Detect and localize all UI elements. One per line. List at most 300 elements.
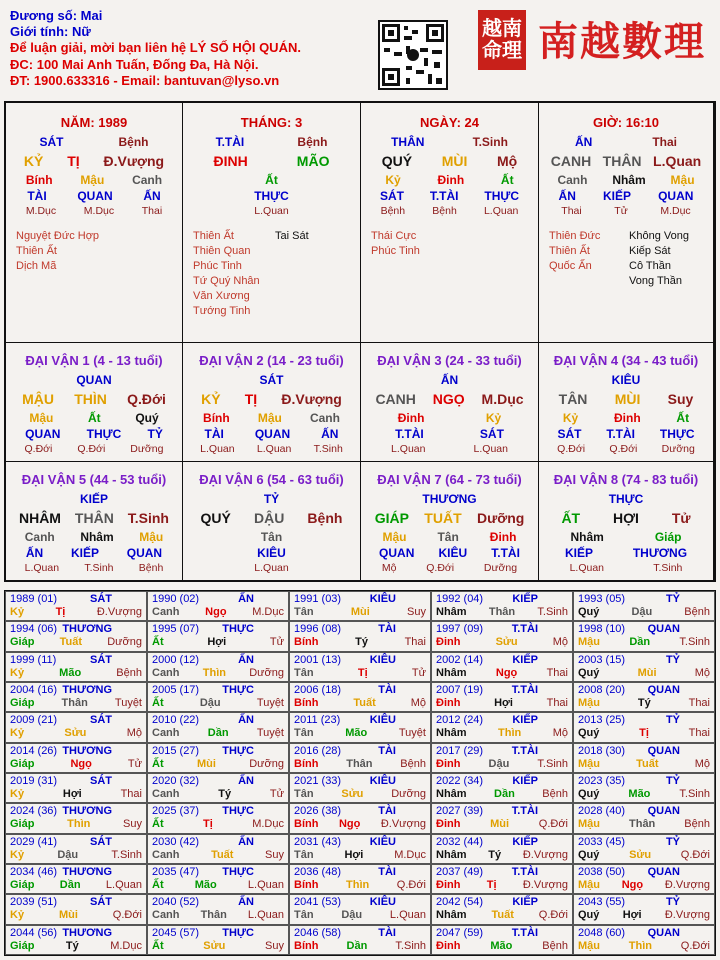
year-ten-god: THƯƠNG bbox=[62, 866, 112, 878]
year-stem: Mậu bbox=[578, 636, 600, 649]
year-stem: Mậu bbox=[578, 697, 600, 709]
year-line bbox=[436, 684, 568, 697]
year-ten-god: KIÊU bbox=[369, 896, 396, 909]
year-details bbox=[152, 818, 284, 831]
year-line bbox=[294, 684, 426, 697]
star-item: Thiên Đức bbox=[549, 230, 601, 242]
year-details bbox=[10, 879, 142, 892]
year-stem: Giáp bbox=[10, 879, 35, 891]
year-line bbox=[578, 745, 710, 758]
year-label: 2031 (43) bbox=[294, 835, 342, 848]
pillar-hidden-value: Đinh bbox=[437, 173, 465, 187]
year-phase: Mộ bbox=[694, 757, 710, 770]
year-line bbox=[10, 805, 142, 818]
year-line bbox=[436, 866, 568, 879]
dv-hidden-god bbox=[6, 545, 182, 561]
year-line bbox=[152, 745, 284, 758]
pillar-ten-god-value: Bệnh bbox=[297, 135, 328, 149]
dv-hidden-god-value: ẤN bbox=[321, 427, 339, 441]
year-phase: Suy bbox=[265, 939, 284, 952]
year-cell bbox=[431, 803, 573, 833]
year-stem: Bính bbox=[294, 818, 319, 831]
year-details bbox=[10, 636, 142, 649]
seal-stamp: 越南命理 bbox=[478, 10, 526, 70]
year-stem: Quý bbox=[578, 909, 600, 922]
year-label: 1999 (11) bbox=[10, 653, 57, 666]
year-details bbox=[10, 667, 142, 680]
dv-phase-value: L.Quan bbox=[24, 562, 60, 574]
year-details bbox=[294, 788, 426, 801]
year-details bbox=[578, 849, 710, 862]
pillar-hidden-god-value: QUAN bbox=[658, 189, 694, 203]
year-cell bbox=[5, 864, 147, 894]
year-branch: Thìn bbox=[498, 727, 522, 740]
dv-hidden-value: Quý bbox=[135, 411, 159, 425]
dv-stem-branch-value: NGỌ bbox=[432, 391, 465, 407]
year-phase: Bệnh bbox=[400, 757, 426, 770]
pillar-hidden bbox=[361, 172, 538, 188]
pillar-phase-value: L.Quan bbox=[254, 205, 289, 217]
year-stem: Tân bbox=[294, 666, 314, 679]
dai-van-title: ĐẠI VẬN 1 (4 - 13 tuổi) bbox=[25, 353, 163, 368]
year-phase: T.Sinh bbox=[537, 757, 568, 770]
year-cell bbox=[147, 834, 289, 864]
year-ten-god: QUAN bbox=[647, 623, 680, 636]
year-line bbox=[152, 684, 284, 697]
dv-stem-branch-value: T.Sinh bbox=[127, 510, 169, 526]
pillar-hidden bbox=[183, 172, 360, 188]
dv-phase bbox=[361, 442, 538, 456]
pillar-hidden-god-value: ẤN bbox=[558, 189, 576, 203]
year-stem: Canh bbox=[152, 727, 180, 740]
dv-hidden-god-value: SÁT bbox=[557, 427, 582, 441]
year-details bbox=[436, 940, 568, 953]
dv-hidden bbox=[6, 410, 182, 426]
dv-ten-god-value: QUAN bbox=[76, 373, 112, 387]
dv-hidden-god-value: QUAN bbox=[126, 546, 163, 560]
pillar-stem-branch-value: CANH bbox=[550, 153, 592, 169]
dv-hidden-god bbox=[6, 426, 182, 442]
dv-ten-god-value: ẤN bbox=[440, 373, 459, 387]
pillar-phase-value: M.Dục bbox=[660, 205, 691, 217]
year-line bbox=[10, 684, 142, 697]
year-phase: Bệnh bbox=[116, 666, 142, 679]
year-stem: Tân bbox=[294, 606, 314, 618]
year-phase: Đ.Vượng bbox=[380, 818, 426, 831]
year-branch: Mão bbox=[194, 879, 217, 891]
year-ten-god: KIẾP bbox=[512, 896, 538, 909]
year-phase: Q.Đới bbox=[680, 848, 710, 861]
year-ten-god: ẤN bbox=[238, 835, 254, 848]
pillar-stem-branch bbox=[6, 150, 182, 172]
year-phase: M.Dục bbox=[252, 818, 284, 831]
pillar-stem-branch bbox=[361, 150, 538, 172]
dv-stem-branch-value: DẬU bbox=[253, 510, 285, 526]
year-stem: Bính bbox=[294, 757, 319, 770]
year-label: 2042 (54) bbox=[436, 896, 484, 909]
year-line bbox=[436, 927, 568, 940]
pillar-phase bbox=[6, 204, 182, 218]
year-cell bbox=[573, 834, 715, 864]
pillar-phase-value: Thai bbox=[141, 205, 163, 217]
year-label: 2007 (19) bbox=[436, 684, 484, 696]
dv-stem-branch-value: TÂN bbox=[558, 391, 588, 407]
dv-stem-branch-value: NHÂM bbox=[18, 510, 61, 526]
pillar-stem-branch-value: TỊ bbox=[67, 153, 80, 169]
year-label: 2028 (40) bbox=[578, 805, 626, 818]
year-stem: Bính bbox=[294, 879, 319, 891]
year-label: 2044 (56) bbox=[10, 926, 58, 939]
year-phase: Mộ bbox=[552, 636, 568, 649]
dv-stem-branch-value: MẬU bbox=[22, 391, 54, 407]
pillar-phase bbox=[361, 204, 538, 218]
year-cell bbox=[5, 894, 147, 924]
star-item: Tai Sát bbox=[275, 230, 309, 242]
year-line bbox=[436, 836, 568, 849]
year-label: 2008 (20) bbox=[578, 684, 626, 696]
pillar-ten-god-value: T.Sinh bbox=[472, 135, 508, 149]
year-line bbox=[152, 593, 284, 606]
dv-ten-god-value: SÁT bbox=[259, 373, 284, 387]
star-item: Phúc Tinh bbox=[193, 260, 242, 272]
year-cell bbox=[289, 712, 431, 742]
year-branch: Ngọ bbox=[338, 818, 361, 831]
star-item: Văn Xương bbox=[193, 290, 250, 302]
year-label: 1996 (08) bbox=[294, 623, 342, 636]
year-line bbox=[10, 623, 142, 636]
year-cell bbox=[147, 894, 289, 924]
year-cell bbox=[147, 773, 289, 803]
year-stem: Tân bbox=[294, 727, 314, 740]
year-label: 2010 (22) bbox=[152, 714, 200, 727]
year-line bbox=[10, 593, 142, 606]
year-details bbox=[436, 636, 568, 649]
year-details bbox=[436, 909, 568, 922]
year-phase: Bệnh bbox=[684, 818, 710, 831]
year-cell bbox=[431, 773, 573, 803]
year-branch: Mùi bbox=[490, 818, 510, 831]
year-label: 2012 (24) bbox=[436, 714, 484, 727]
pillar-ten-god-value: ẤN bbox=[574, 135, 593, 149]
year-line bbox=[152, 775, 284, 788]
pillar-hidden-god bbox=[6, 188, 182, 204]
dv-ten-god bbox=[183, 491, 360, 507]
year-label: 2018 (30) bbox=[578, 744, 626, 757]
pillar-phase-value: Thai bbox=[561, 205, 582, 217]
year-stem: Canh bbox=[152, 788, 180, 800]
year-branch: Mùi bbox=[637, 666, 657, 679]
year-branch: Thìn bbox=[202, 666, 226, 679]
year-ten-god: QUAN bbox=[647, 805, 680, 818]
year-ten-god: TỶ bbox=[665, 714, 680, 727]
pillar-ten-god-value: Bệnh bbox=[118, 135, 149, 149]
dv-phase-value: L.Quan bbox=[569, 562, 605, 574]
star-item: Thái Cực bbox=[371, 230, 417, 242]
pillar-2 bbox=[183, 103, 361, 343]
year-label: 1989 (01) bbox=[10, 593, 58, 605]
dv-hidden-value: Đinh bbox=[489, 530, 517, 544]
dv-stem-branch-value: Đ.Vượng bbox=[281, 391, 342, 407]
year-label: 1998 (10) bbox=[578, 623, 626, 636]
pillar-hidden bbox=[6, 172, 182, 188]
year-cell bbox=[573, 591, 715, 621]
year-stem: Quý bbox=[578, 848, 600, 861]
year-line bbox=[578, 805, 710, 818]
year-details bbox=[294, 879, 426, 892]
dv-hidden-god bbox=[361, 426, 538, 442]
pillar-hidden-god-value: ẤN bbox=[143, 189, 161, 203]
year-details bbox=[294, 909, 426, 922]
year-details bbox=[436, 788, 568, 801]
year-ten-god: T.TÀI bbox=[511, 684, 538, 696]
year-label: 2027 (39) bbox=[436, 805, 484, 818]
dv-hidden-god-value: KIÊU bbox=[438, 546, 468, 560]
dv-hidden-value: Tân bbox=[260, 530, 283, 544]
year-label: 2046 (58) bbox=[294, 926, 342, 939]
year-cell bbox=[5, 773, 147, 803]
year-cell bbox=[289, 834, 431, 864]
year-label: 2048 (60) bbox=[578, 926, 626, 939]
year-label: 1997 (09) bbox=[436, 623, 484, 636]
year-details bbox=[10, 606, 142, 619]
year-phase: Thai bbox=[546, 666, 568, 679]
dv-hidden-god bbox=[183, 545, 360, 561]
year-stem: Kỷ bbox=[10, 727, 25, 740]
dai-van-8 bbox=[539, 462, 714, 582]
pillar-stars-left bbox=[16, 229, 99, 274]
year-label: 2013 (25) bbox=[578, 714, 626, 727]
year-ten-god: KIÊU bbox=[369, 835, 396, 848]
year-phase: Bệnh bbox=[542, 939, 568, 952]
year-label: 1995 (07) bbox=[152, 623, 200, 636]
dv-hidden-god bbox=[183, 426, 360, 442]
year-branch: Mùi bbox=[350, 606, 370, 618]
dv-hidden-value: Giáp bbox=[654, 530, 682, 544]
year-label: 2001 (13) bbox=[294, 653, 342, 666]
year-stem: Nhâm bbox=[436, 848, 467, 861]
year-phase: M.Dục bbox=[394, 848, 426, 861]
dv-hidden-god-value: T.TÀI bbox=[606, 427, 635, 441]
year-stem: Nhâm bbox=[436, 666, 467, 679]
pillar-hidden-value: Bính bbox=[25, 173, 53, 187]
year-branch: Ngọ bbox=[621, 879, 644, 891]
year-stem: Kỷ bbox=[10, 909, 25, 922]
year-branch: Sửu bbox=[203, 939, 226, 952]
year-label: 2041 (53) bbox=[294, 896, 342, 909]
year-details bbox=[152, 727, 284, 740]
year-details bbox=[436, 697, 568, 710]
year-branch: Dần bbox=[59, 879, 81, 891]
dv-hidden bbox=[183, 410, 360, 426]
dv-hidden-god-value: KIÊU bbox=[257, 546, 286, 560]
dv-hidden-value: Nhâm bbox=[80, 530, 114, 544]
dv-phase bbox=[539, 561, 713, 575]
year-stem: Tân bbox=[294, 909, 314, 922]
year-line bbox=[436, 654, 568, 667]
year-phase: Tử bbox=[269, 636, 284, 649]
dv-hidden bbox=[539, 529, 713, 545]
dai-van-title: ĐẠI VẬN 5 (44 - 53 tuổi) bbox=[21, 472, 167, 487]
year-stem: Kỷ bbox=[10, 788, 25, 800]
year-stem: Nhâm bbox=[436, 788, 467, 800]
year-details bbox=[294, 636, 426, 649]
dv-hidden-value: Canh bbox=[24, 530, 55, 544]
year-details bbox=[578, 758, 710, 771]
year-phase: Thai bbox=[404, 636, 426, 649]
year-label: 1994 (06) bbox=[10, 623, 58, 636]
dv-phase-value: Dưỡng bbox=[483, 562, 518, 574]
year-label: 2017 (29) bbox=[436, 744, 484, 757]
year-phase: Đ.Vượng bbox=[96, 606, 142, 618]
dai-van-title: ĐẠI VẬN 3 (24 - 33 tuổi) bbox=[377, 353, 522, 368]
year-cell bbox=[5, 925, 147, 955]
year-ten-god: T.TÀI bbox=[511, 805, 538, 818]
year-stem: Mậu bbox=[578, 939, 600, 952]
year-branch: Ngọ bbox=[205, 606, 227, 618]
dv-hidden-god bbox=[539, 545, 713, 561]
dv-stem-branch bbox=[183, 507, 360, 529]
year-details bbox=[578, 636, 710, 649]
pillar-hidden-value: Canh bbox=[132, 173, 163, 187]
star-item: Thiên Quan bbox=[193, 245, 251, 257]
year-line bbox=[436, 805, 568, 818]
year-cell bbox=[573, 682, 715, 712]
year-ten-god: SÁT bbox=[90, 896, 112, 909]
year-label: 1991 (03) bbox=[294, 593, 342, 605]
year-phase: Q.Đới bbox=[538, 818, 568, 831]
year-ten-god: TỶ bbox=[665, 653, 680, 666]
year-stem: Nhâm bbox=[436, 909, 467, 922]
year-phase: Đ.Vượng bbox=[664, 909, 710, 922]
year-ten-god: TÀI bbox=[378, 805, 396, 818]
year-stem: Nhâm bbox=[436, 606, 467, 618]
year-ten-god: TÀI bbox=[378, 866, 396, 878]
year-stem: Ất bbox=[152, 939, 164, 952]
dv-phase-value: Q.Đới bbox=[609, 443, 638, 455]
year-label: 2019 (31) bbox=[10, 775, 58, 787]
year-phase: Dưỡng bbox=[107, 636, 142, 649]
year-label: 2043 (55) bbox=[578, 896, 626, 909]
year-label: 2014 (26) bbox=[10, 744, 58, 757]
year-ten-god: THỰC bbox=[222, 684, 254, 696]
year-line bbox=[152, 654, 284, 667]
dai-van-title: ĐẠI VẬN 7 (64 - 73 tuổi) bbox=[377, 472, 522, 487]
year-label: 2030 (42) bbox=[152, 835, 200, 848]
dv-phase bbox=[6, 442, 182, 456]
year-line bbox=[578, 836, 710, 849]
dv-phase-value: T.Sinh bbox=[653, 562, 683, 574]
year-stem: Giáp bbox=[10, 636, 35, 649]
dai-van-5 bbox=[6, 462, 183, 582]
year-phase: T.Sinh bbox=[537, 606, 568, 618]
dv-hidden-god-value: THƯƠNG bbox=[632, 546, 688, 560]
year-branch: Mão bbox=[59, 666, 82, 679]
dv-hidden-god-value: T.TÀI bbox=[395, 427, 424, 441]
year-ten-god: ẤN bbox=[238, 714, 254, 727]
year-branch: Dậu bbox=[199, 697, 221, 709]
brand-title: 南越數理 bbox=[538, 17, 706, 65]
year-branch: Mùi bbox=[196, 757, 216, 770]
pillar-phase bbox=[183, 204, 360, 218]
year-details bbox=[436, 758, 568, 771]
year-line bbox=[10, 866, 142, 879]
star-item: Không Vong bbox=[629, 230, 689, 242]
year-branch: Tị bbox=[639, 727, 649, 740]
dv-hidden-value: Đinh bbox=[397, 411, 425, 425]
dv-stem-branch bbox=[361, 507, 538, 529]
year-stem: Ất bbox=[152, 697, 164, 709]
duong-so: Đương số: Mai bbox=[10, 8, 103, 23]
year-label: 2040 (52) bbox=[152, 896, 200, 909]
year-branch: Sửu bbox=[341, 788, 364, 800]
year-ten-god: THƯƠNG bbox=[62, 623, 112, 636]
pillar-stem-branch-value: QUÝ bbox=[381, 153, 413, 169]
year-line bbox=[294, 714, 426, 727]
year-details bbox=[10, 758, 142, 771]
year-ten-god: T.TÀI bbox=[511, 744, 538, 757]
pillar-hidden bbox=[539, 172, 713, 188]
year-cell bbox=[289, 925, 431, 955]
year-cell bbox=[431, 682, 573, 712]
dv-ten-god bbox=[183, 372, 360, 388]
year-cell bbox=[289, 864, 431, 894]
gioi-tinh: Giới tính: Nữ bbox=[10, 24, 91, 40]
pillar-ten-god bbox=[183, 134, 360, 150]
dv-hidden bbox=[361, 410, 538, 426]
year-branch: Dần bbox=[346, 939, 368, 952]
pillar-ten-god bbox=[6, 134, 182, 150]
pillar-stars-left bbox=[193, 229, 260, 319]
year-stem: Canh bbox=[152, 666, 180, 679]
year-line bbox=[436, 623, 568, 636]
year-branch: Tuất bbox=[491, 909, 514, 922]
year-line bbox=[578, 593, 710, 606]
year-branch: Thìn bbox=[346, 879, 370, 891]
year-cell bbox=[147, 591, 289, 621]
year-cell bbox=[573, 894, 715, 924]
year-ten-god: T.TÀI bbox=[511, 623, 538, 636]
year-ten-god: TỶ bbox=[665, 775, 680, 787]
year-details bbox=[436, 849, 568, 862]
year-ten-god: TÀI bbox=[378, 623, 396, 636]
year-phase: Bệnh bbox=[684, 606, 710, 618]
year-ten-god: QUAN bbox=[647, 866, 680, 878]
year-stem: Quý bbox=[578, 788, 600, 800]
year-cell bbox=[147, 621, 289, 651]
year-phase: Tử bbox=[411, 666, 426, 679]
pillar-stem-branch-value: Đ.Vượng bbox=[103, 153, 165, 169]
year-cell bbox=[147, 803, 289, 833]
pillar-ten-god-value: SÁT bbox=[39, 135, 64, 149]
year-branch: Dần bbox=[207, 727, 229, 740]
year-cell bbox=[431, 652, 573, 682]
annual-luck-table bbox=[4, 590, 716, 956]
year-phase: Mộ bbox=[410, 697, 426, 709]
year-branch: Hợi bbox=[494, 697, 513, 709]
star-item: Thiên Ất bbox=[549, 245, 590, 257]
year-phase: Đ.Vượng bbox=[522, 848, 568, 861]
dai-van-3 bbox=[361, 343, 539, 462]
year-phase: T.Sinh bbox=[395, 939, 426, 952]
year-ten-god: TÀI bbox=[378, 684, 396, 696]
year-phase: Thai bbox=[688, 697, 710, 709]
dv-hidden-god-value: THỰC bbox=[86, 427, 122, 441]
year-label: 2045 (57) bbox=[152, 926, 200, 939]
year-label: 2026 (38) bbox=[294, 805, 342, 818]
year-phase: T.Sinh bbox=[679, 788, 710, 800]
pillar-4 bbox=[539, 103, 714, 343]
year-cell bbox=[573, 621, 715, 651]
